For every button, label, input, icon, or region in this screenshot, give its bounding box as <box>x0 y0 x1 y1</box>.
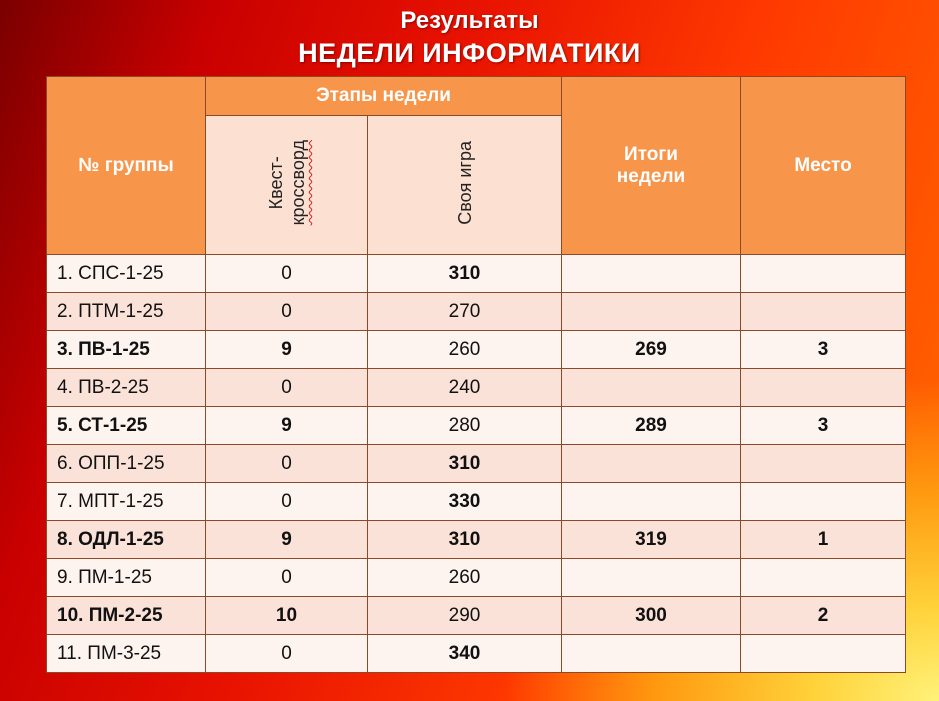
cell-quest: 0 <box>206 559 368 597</box>
cell-total <box>562 635 741 673</box>
cell-place <box>741 483 906 521</box>
cell-game: 260 <box>368 559 562 597</box>
header-total-line1: Итоги <box>624 143 678 165</box>
header-stages: Этапы недели <box>206 77 562 116</box>
table-row <box>47 635 906 673</box>
cell-total <box>562 483 741 521</box>
cell-total <box>562 293 741 331</box>
cell-total <box>562 255 741 293</box>
cell-game: 270 <box>368 293 562 331</box>
cell-place <box>741 445 906 483</box>
table-row <box>47 293 906 331</box>
cell-total: 319 <box>562 521 741 559</box>
cell-group: 6. ОПП-1-25 <box>47 445 206 483</box>
cell-quest: 10 <box>206 597 368 635</box>
header-stage-game-label: Своя игра <box>454 140 475 225</box>
cell-game: 330 <box>368 483 562 521</box>
header-stage-quest-line2: кроссворд <box>287 139 308 226</box>
cell-place: 2 <box>741 597 906 635</box>
cell-game: 310 <box>368 521 562 559</box>
cell-group: 1. СПС-1-25 <box>47 255 206 293</box>
cell-group: 10. ПМ-2-25 <box>47 597 206 635</box>
header-group: № группы <box>47 77 206 255</box>
cell-game: 310 <box>368 255 562 293</box>
cell-group: 3. ПВ-1-25 <box>47 331 206 369</box>
table-row <box>47 483 906 521</box>
cell-place <box>741 559 906 597</box>
cell-total <box>562 445 741 483</box>
table-row <box>47 445 906 483</box>
cell-total: 289 <box>562 407 741 445</box>
cell-quest: 9 <box>206 521 368 559</box>
cell-total: 300 <box>562 597 741 635</box>
cell-total <box>562 559 741 597</box>
cell-quest: 0 <box>206 255 368 293</box>
table-row <box>47 521 906 559</box>
cell-place <box>741 369 906 407</box>
table-row <box>47 331 906 369</box>
header-stage-quest-line1: Квест- <box>265 155 286 210</box>
cell-game: 340 <box>368 635 562 673</box>
cell-quest: 9 <box>206 407 368 445</box>
title-block <box>0 6 939 70</box>
table-row <box>47 407 906 445</box>
cell-group: 11. ПМ-3-25 <box>47 635 206 673</box>
table-body <box>47 255 906 673</box>
cell-game: 290 <box>368 597 562 635</box>
header-total-line2: недели <box>616 165 686 187</box>
cell-quest: 0 <box>206 635 368 673</box>
cell-place: 3 <box>741 407 906 445</box>
cell-game: 240 <box>368 369 562 407</box>
cell-group: 9. ПМ-1-25 <box>47 559 206 597</box>
cell-quest: 0 <box>206 369 368 407</box>
cell-place: 3 <box>741 331 906 369</box>
cell-quest: 9 <box>206 331 368 369</box>
table-row <box>47 597 906 635</box>
page-subtitle: НЕДЕЛИ ИНФОРМАТИКИ <box>298 38 641 68</box>
cell-group: 7. МПТ-1-25 <box>47 483 206 521</box>
results-table <box>46 76 906 673</box>
cell-total <box>562 369 741 407</box>
cell-group: 2. ПТМ-1-25 <box>47 293 206 331</box>
cell-place <box>741 293 906 331</box>
cell-game: 310 <box>368 445 562 483</box>
cell-group: 8. ОДЛ-1-25 <box>47 521 206 559</box>
page-title: Результаты <box>400 7 539 34</box>
header-stage-quest <box>206 116 368 255</box>
cell-game: 260 <box>368 331 562 369</box>
table-row <box>47 369 906 407</box>
cell-quest: 0 <box>206 445 368 483</box>
table-row <box>47 255 906 293</box>
cell-total: 269 <box>562 331 741 369</box>
header-stage-game <box>368 116 562 255</box>
cell-place: 1 <box>741 521 906 559</box>
cell-quest: 0 <box>206 293 368 331</box>
cell-group: 5. СТ-1-25 <box>47 407 206 445</box>
cell-group: 4. ПВ-2-25 <box>47 369 206 407</box>
table-row <box>47 559 906 597</box>
cell-place <box>741 255 906 293</box>
header-place: Место <box>741 77 906 255</box>
cell-quest: 0 <box>206 483 368 521</box>
header-total <box>562 77 741 255</box>
cell-place <box>741 635 906 673</box>
cell-game: 280 <box>368 407 562 445</box>
